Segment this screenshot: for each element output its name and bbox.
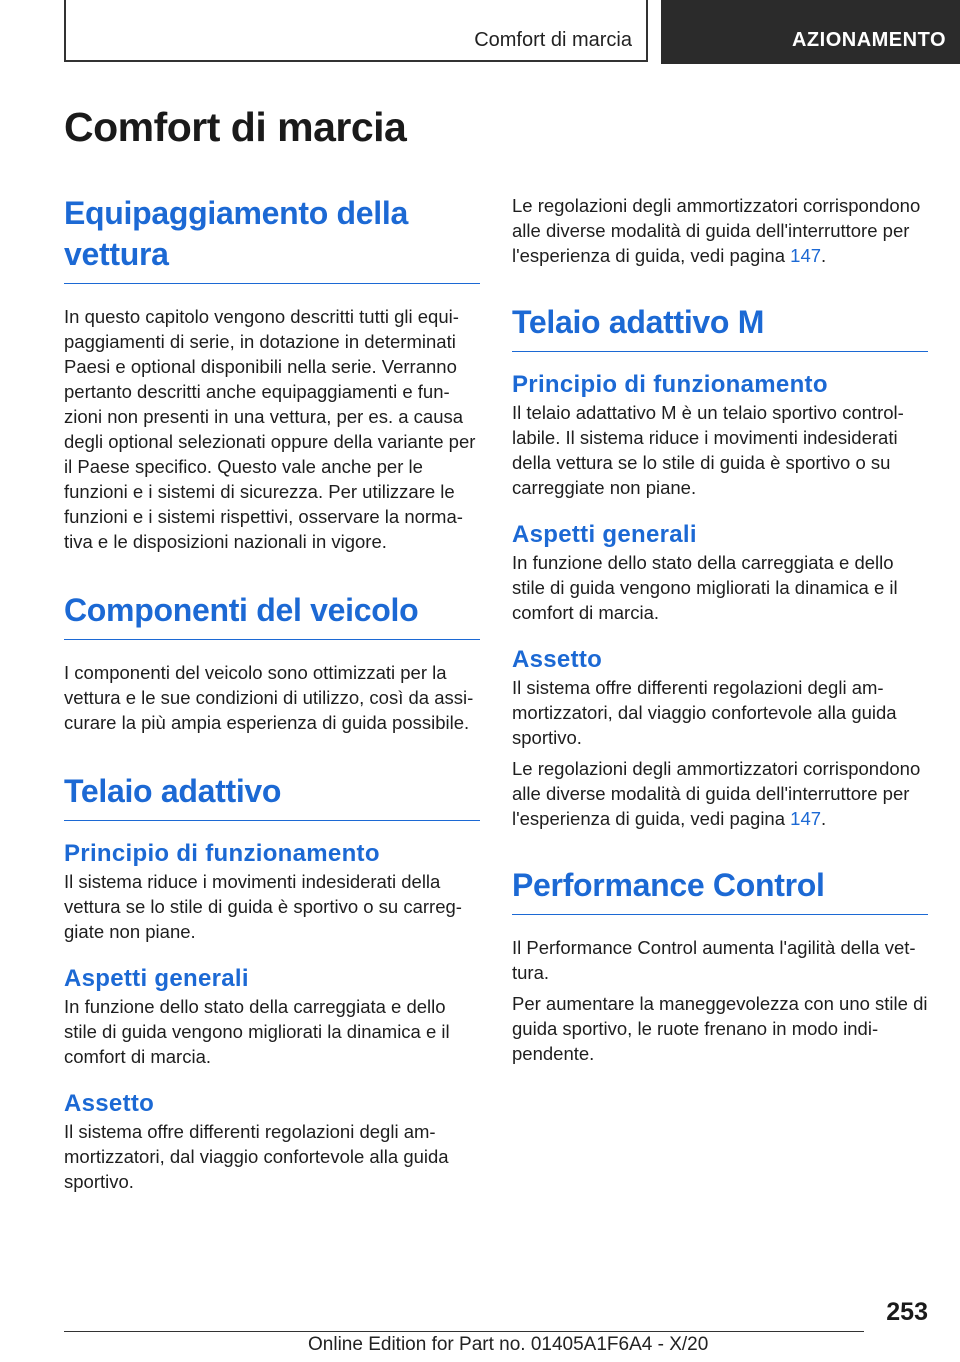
subheading-aspetti-m: Aspetti generali [512,521,697,548]
page-number: 253 [886,1298,928,1326]
page-link-147[interactable]: 147 [790,245,822,266]
paragraph-assetto: Il sistema offre differenti regolazioni degli ammortizzatori, dal viaggio confortevole alla guida sportivo. [64,1121,449,1192]
paragraph-performance-1: Il Performance Control aumenta l'agilità della vettura. [512,937,916,983]
subheading-assetto: Assetto [64,1090,155,1117]
header-section-label: Comfort di marcia [474,29,632,51]
paragraph-principio-m: Il telaio adattativo M è un telaio sportivo controllabile. Il sistema riduce i movimenti indesiderati della vettura se lo stile di guida è sportivo o su carreggiate non piane. [512,402,904,498]
page-link-147-m[interactable]: 147 [790,808,822,829]
paragraph-performance-2: Per aumentare la maneggevolezza con uno stile di guida sportivo, le ruote frenano in modo indipendente. [512,993,928,1064]
footer-rule [64,1331,864,1332]
paragraph-aspetti-m: In funzione dello stato della carreggiata e dello stile di guida vengono migliorati la dinamica e il comfort di marcia. [512,552,898,623]
heading-telaio-adattivo: Telaio adattivo [64,771,480,821]
page-title: Comfort di marcia [64,104,407,150]
paragraph-aspetti: In funzione dello stato della carreggiata e dello stile di guida vengono migliorati la dinamica e il comfort di marcia. [64,996,450,1067]
regolazioni-m-end: . [821,808,827,829]
header-chapter-tab [661,0,960,64]
paragraph-regolazioni [512,193,928,268]
left-column [64,193,480,1194]
subheading-principio-m: Principio di funzionamento [512,371,828,398]
heading-equipaggiamento: Equipaggiamento della vettura [64,193,480,284]
subheading-principio: Principio di funzionamento [64,840,380,867]
regolazioni-m-text: Le regolazioni degli ammortizzatori corrispondono alle diverse modalità di guida dell'interruttore per l'esperienza di guida, vedi pagina [512,758,921,829]
heading-performance-control: Performance Control [512,865,928,915]
regolazioni-text: Le regolazioni degli ammortizzatori corrispondono alle diverse modalità di guida dell'interruttore per l'esperienza di guida, vedi pagina [512,195,921,266]
subheading-assetto-m: Assetto [512,646,603,673]
paragraph-assetto-m: Il sistema offre differenti regolazioni degli ammortizzatori, dal viaggio confortevole alla guida sportivo. [512,677,897,748]
right-column [512,193,928,1066]
paragraph-componenti: I componenti del veicolo sono ottimizzati per la vettura e le sue condizioni di utilizzo, così da assicurare la più ampia esperienza di guida possibile. [64,662,474,733]
paragraph-equipaggiamento: In questo capitolo vengono descritti tutti gli equipaggiamenti di serie, in dotazione in determinati Paesi e optional disponibili nella serie. Verranno pertanto descritti anche equipaggiamenti e funzioni non presenti in una vettura, per es. a causa degli optional selezionati oppure della variante per il Paese specifico. Questo vale anche per le funzioni e i sistemi di sicurezza. Per utilizzare le funzioni e i sistemi rispettivi, osservare la normativa e le disposizioni nazionali in vigore. [64,306,476,552]
edition-text: Online Edition for Part no. 01405A1F6A4 - X/20 [308,1334,709,1355]
paragraph-regolazioni-m [512,756,928,831]
heading-componenti: Componenti del veicolo [64,590,480,640]
heading-telaio-adattivo-m: Telaio adattivo M [512,302,928,352]
header-chapter-label: AZIONAMENTO [791,29,946,51]
header-section-tab [64,0,648,62]
paragraph-principio: Il sistema riduce i movimenti indesiderati della vettura se lo stile di guida è sportivo o su carreggiate non piane. [64,871,462,942]
subheading-aspetti: Aspetti generali [64,965,249,992]
regolazioni-end: . [821,245,827,266]
